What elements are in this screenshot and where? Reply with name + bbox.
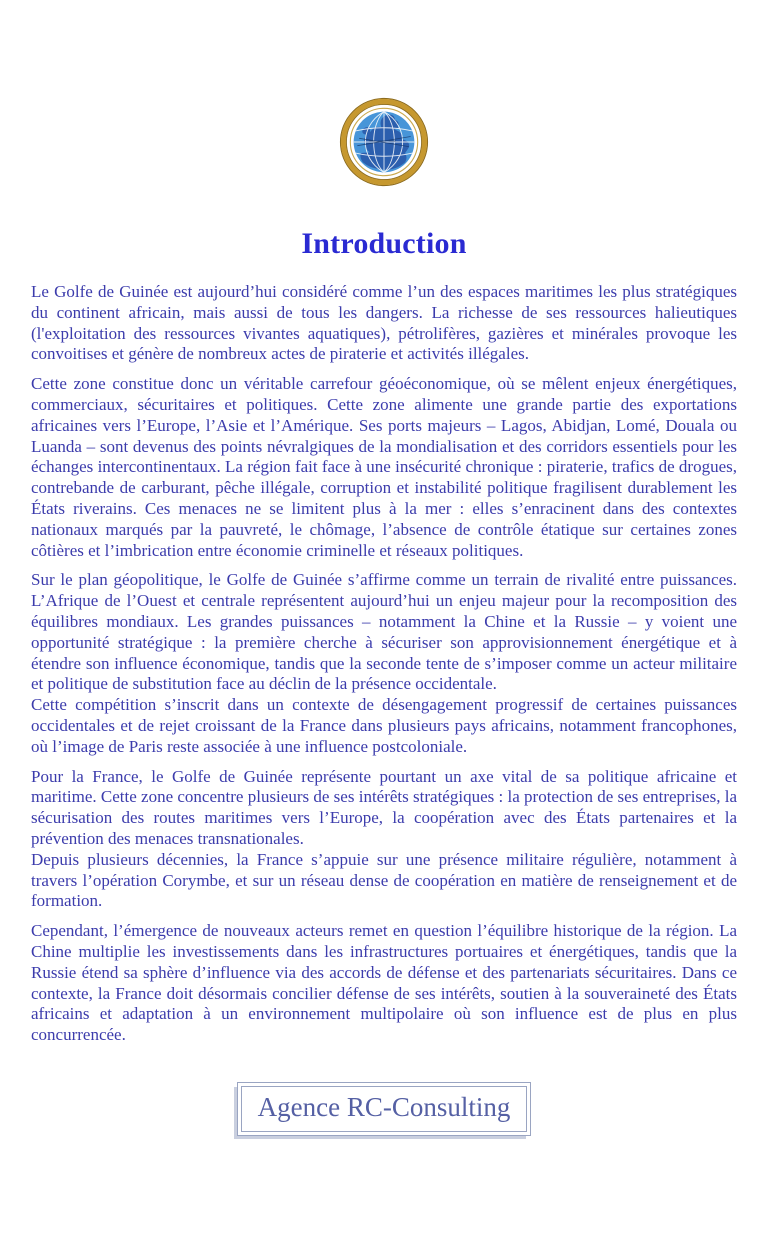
paragraph [31,282,737,365]
paragraph [31,374,737,561]
paragraph-segment: Cette compétition s’inscrit dans un contexte de désengagement progressif de certaines puissances occidentales et de rejet croissant de la France dans plusieurs pays africains, notamment francophones, où l’image de Paris reste associée à une influence postcoloniale. [31,695,737,756]
paragraph-segment: Pour la France, le Golfe de Guinée représente pourtant un axe vital de sa politique africaine et maritime. Cette zone concentre plusieurs de ses intérêts stratégiques : la protection de ses entreprises, la sécurisation des routes maritimes vers l’Europe, la coopération avec des États partenaires et la prévention des menaces transnationales. [31,766,737,848]
document-body [0,282,768,1046]
paragraph [31,767,737,913]
paragraph-segment: Depuis plusieurs décennies, la France s’appuie sur une présence militaire régulière, notamment à travers l’opération Corymbe, et sur un réseau dense de coopération en matière de renseignement et de formation. [31,849,737,911]
paragraph-segment: Cependant, l’émergence de nouveaux acteurs remet en question l’équilibre historique de la région. La Chine multiplie les investissements dans les infrastructures portuaires et énergétiques, tandis que la Russie étend sa sphère d’influence via des accords de défense et des partenariats sécuritaires. Dans ce contexte, la France doit désormais concilier défense de ses intérêts, soutien à la souveraineté des États africains et adaptation à un environnement multipolaire où son influence est de plus en plus concurrencée. [31,921,737,1045]
paragraph [31,921,737,1046]
globe-icon [354,112,415,173]
footer-brand-text: Agence RC-Consulting [257,1091,511,1122]
page-title: Introduction [301,227,467,260]
paragraph-segment: Cette zone constitue donc un véritable carrefour géoéconomique, où se mêlent enjeux énergétiques, commerciaux, sécuritaires et politiques. Cette zone alimente une grande partie des exportations africaines vers l’Europe, l’Asie et l’Amérique. Ses ports majeurs – Lagos, Abidjan, Lomé, Douala ou Luanda – sont devenus des points névralgiques de la mondialisation et des corridors essentiels pour les échanges intercontinentaux. La région fait face à une insécurité chronique : piraterie, trafics de drogues, contrebande de carburant, pêche illégale, corruption et instabilité politique fragilisent durablement les États riverains. Ces menaces ne se limitent plus à la mer : elles s’enracinent dans des contextes nationaux marqués par la pauvreté, le chômage, l’absence de contrôle étatique sur certaines zones côtières et l’imbrication entre économie criminelle et réseaux politiques. [31,374,737,560]
paragraph [31,570,737,757]
paragraph-segment: Sur le plan géopolitique, le Golfe de Guinée s’affirme comme un terrain de rivalité entre puissances. L’Afrique de l’Ouest et centrale représentent aujourd’hui un enjeu majeur pour la recomposition des équilibres mondiaux. Les grandes puissances – notamment la Chine et la Russie – y voient une opportunité stratégique : la première cherche à sécuriser son approvisionnement énergétique et à étendre son influence économique, tandis que la seconde tente de s’imposer comme un acteur militaire et politique de substitution face au déclin de la présence occidentale. [31,570,737,694]
agency-logo [338,96,430,188]
footer-brand-box-inner [241,1086,528,1132]
paragraph-segment: Le Golfe de Guinée est aujourd’hui considéré comme l’un des espaces maritimes les plus stratégiques du continent africain, mais aussi de tous les dangers. La richesse de ses ressources halieutiques (l'exploitation des ressources vivantes aquatiques), pétrolifères, gazières et minérales provoque les convoitises et génère de nombreux actes de piraterie et activités illégales. [31,282,737,364]
footer-brand-box [237,1082,532,1136]
globe-ring-logo-icon [338,96,430,188]
